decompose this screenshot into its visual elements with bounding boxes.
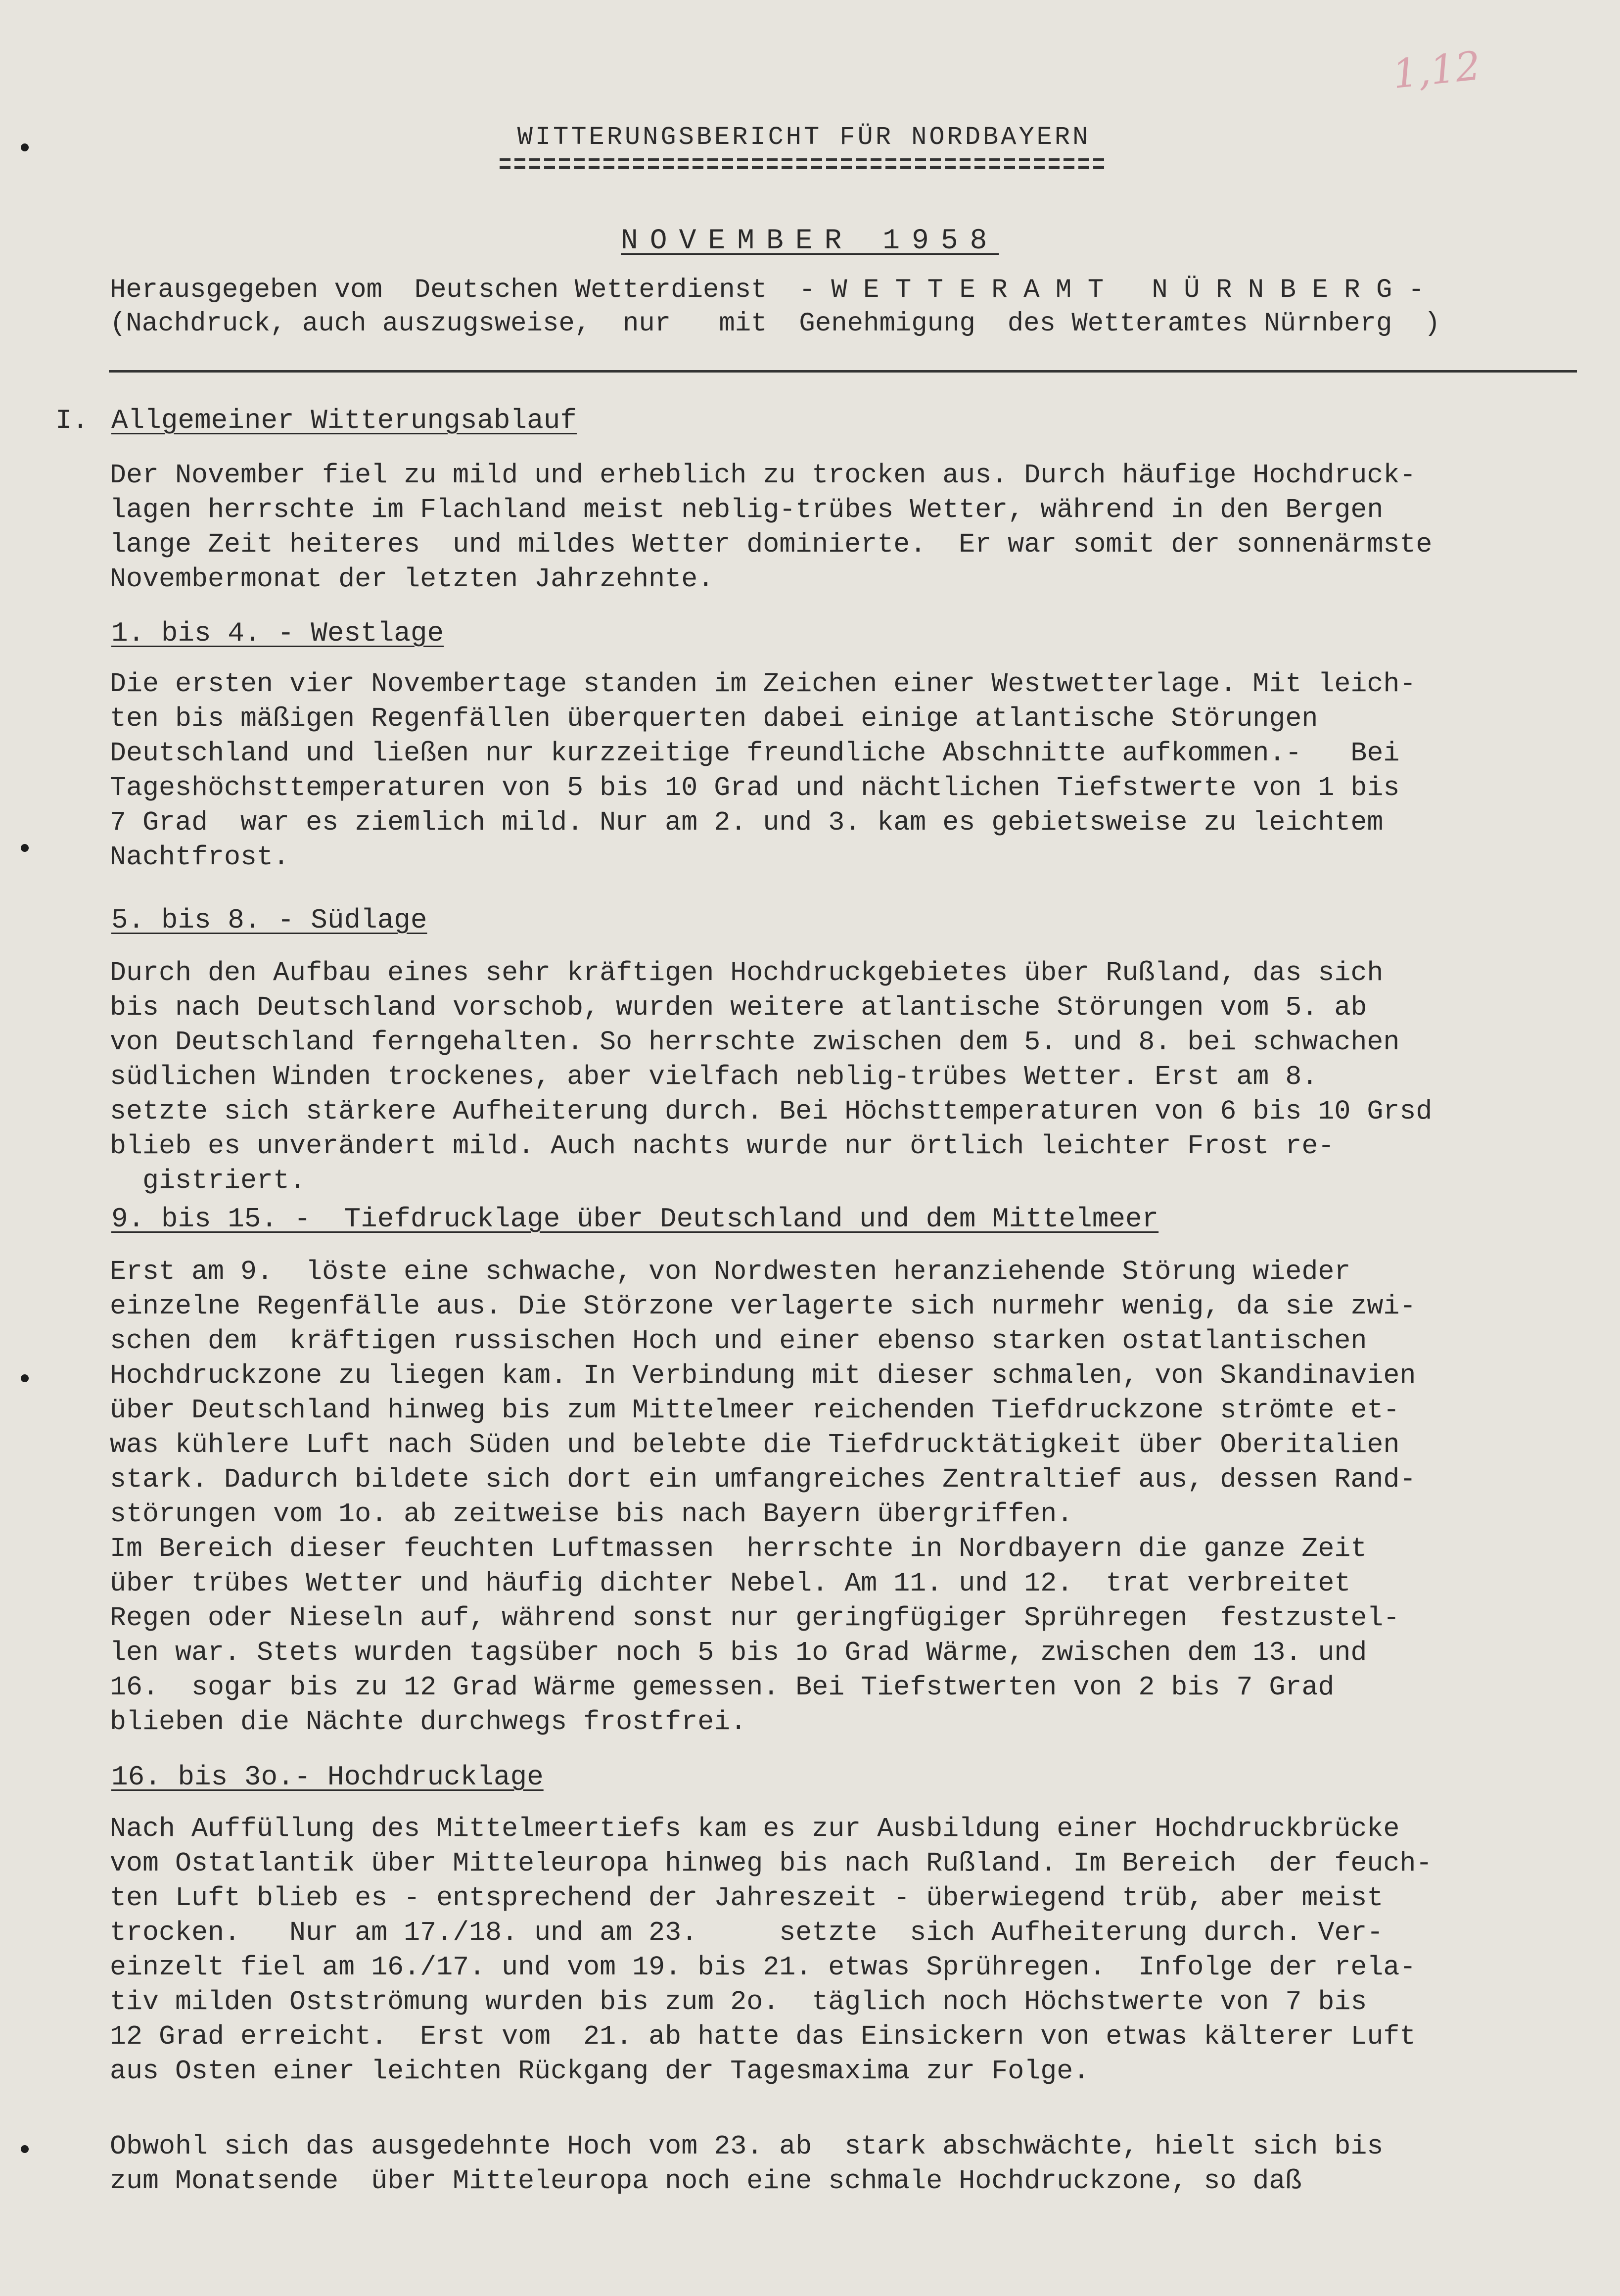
report-month: NOVEMBER 1958 <box>621 225 999 257</box>
section-number: I. <box>55 405 89 436</box>
copyright-line: (Nachdruck, auch auszugsweise, nur mit Genehmigung des Wetteramtes Nürnberg ) <box>110 309 1440 339</box>
period-text: Nach Auffüllung des Mittelmeertiefs kam es zur Ausbildung einer Hochdruckbrücke vom Ostatlantik über Mitteleuropa hinweg bis nach Rußland. Im Bereich der feuch- ten Luft blieb es - entsprechend der Jahreszeit - überwiegend trüb, aber meist trocken. Nur am 17./18. und am 23. setzte sich Aufheiterung durch. Ver- einzelt fiel am 16./17. und vom 19. bis 21. etwas Sprühregen. Infolge der rela- tiv milden Ostströmung wurden bis zum 2o. täglich noch Höchstwerte von 7 bis 12 Grad erreicht. Erst vom 21. ab hatte das Einsickern von etwas kälterer Luft aus Osten einer leichten Rückgang der Tagesmaxima zur Folge. <box>110 1813 1433 2087</box>
section-title: Allgemeiner Witterungsablauf <box>111 405 577 436</box>
period-heading: 5. bis 8. - Südlage <box>111 904 427 936</box>
period-heading: 9. bis 15. - Tiefdrucklage über Deutschland und dem Mittelmeer <box>111 1203 1159 1235</box>
period-heading: 16. bis 3o.- Hochdrucklage <box>111 1761 544 1793</box>
punch-hole <box>21 1374 29 1382</box>
pencil-annotation: 1,12 <box>1390 42 1483 98</box>
punch-hole <box>21 2145 29 2153</box>
header-divider <box>109 370 1577 373</box>
period-text: Durch den Aufbau eines sehr kräftigen Hochdruckgebietes über Rußland, das sich bis nach Deutschland vorschob, wurden weitere atlantische Störungen vom 5. ab von Deutschland ferngehalten. So herrschte zwischen dem 5. und 8. bei schwachen südlichen Winden trockenes, aber vielfach neblig-trübes Wetter. Erst am 8. setzte sich stärkere Aufheiterung durch. Bei Höchsttemperaturen von 6 bis 10 Grsd blieb es unverändert mild. Auch nachts wurde nur örtlich leichter Frost re- gistriert. <box>110 957 1433 1196</box>
title-double-rule <box>500 158 1108 169</box>
section-intro: Der November fiel zu mild und erheblich zu trocken aus. Durch häufige Hochdruck- lagen herrschte im Flachland meist neblig-trübes Wetter, während in den Bergen lange Zeit heiteres und mildes Wetter dominierte. Er war somit der sonnenärmste Novembermonat der letzten Jahrzehnte. <box>110 460 1433 595</box>
period-text: Erst am 9. löste eine schwache, von Nordwesten heranziehende Störung wieder einzelne Regenfälle aus. Die Störzone verlagerte sich nurmehr wenig, da sie zwi- schen dem kräftigen russischen Hoch und einer ebenso starken ostatlantischen Hochdruckzone zu liegen kam. In Verbindung mit dieser schmalen, von Skandinavien über Deutschland hinweg bis zum Mittelmeer reichenden Tiefdruckzone strömte et- was kühlere Luft nach Süden und belebte die Tiefdrucktätigkeit über Oberitalien stark. Dadurch bildete sich dort ein umfangreiches Zentraltief aus, dessen Rand- störungen vom 1o. ab zeitweise bis nach Bayern übergriffen. Im Bereich dieser feuchten Luftmassen herrschte in Nordbayern die ganze Zeit über trübes Wetter und häufig dichter Nebel. Am 11. und 12. trat verbreitet Regen oder Nieseln auf, während sonst nur geringfügiger Sprühregen festzustel- len war. Stets wurden tagsüber noch 5 bis 1o Grad Wärme, zwischen dem 13. und 16. sogar bis zu 12 Grad Wärme gemessen. Bei Tiefstwerten von 2 bis 7 Grad blieben die Nächte durchwegs frostfrei. <box>110 1256 1416 1737</box>
punch-hole <box>21 844 29 852</box>
closing-paragraph: Obwohl sich das ausgedehnte Hoch vom 23. ab stark abschwächte, hielt sich bis zum Monatsende über Mitteleuropa noch eine schmale Hochdruckzone, so daß <box>110 2131 1384 2197</box>
report-title: WITTERUNGSBERICHT FÜR NORDBAYERN <box>517 123 1091 152</box>
period-heading: 1. bis 4. - Westlage <box>111 617 444 649</box>
period-text: Die ersten vier Novembertage standen im Zeichen einer Westwetterlage. Mit leich- ten bis mäßigen Regenfällen überquerten dabei einige atlantische Störungen Deutschland und ließen nur kurzzeitige freundliche Abschnitte aufkommen.- Bei Tageshöchsttemperaturen von 5 bis 10 Grad und nächtlichen Tiefstwerte von 1 bis 7 Grad war es ziemlich mild. Nur am 2. und 3. kam es gebietsweise zu leichtem Nachtfrost. <box>110 668 1416 873</box>
publisher-line: Herausgegeben vom Deutschen Wetterdienst - W E T T E R A M T N Ü R N B E R G - <box>110 275 1425 305</box>
punch-hole <box>21 143 29 151</box>
